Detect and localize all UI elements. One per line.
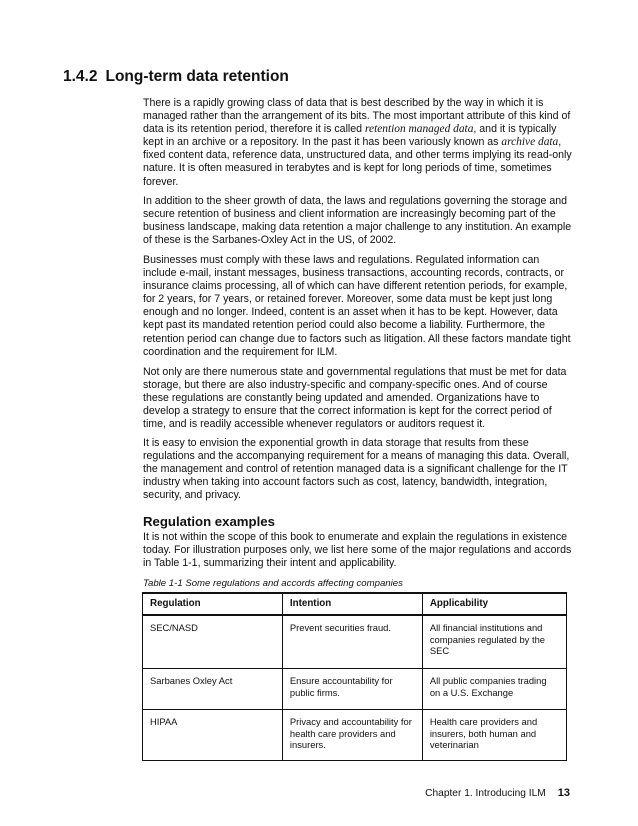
- cell-applicability: All public companies trading on a U.S. Exchange: [422, 669, 566, 710]
- cell-regulation: Sarbanes Oxley Act: [143, 669, 283, 710]
- header-applicability: Applicability: [422, 593, 566, 615]
- subsection-intro-text: It is not within the scope of this book to enumerate and explain the regulations in existence today. For illustration purposes only, we list here some of the major regulations and accords in Table 1-1, summarizing their intent and applicability.: [143, 531, 572, 570]
- section-title: Long-term data retention: [105, 68, 289, 85]
- p1-text-b: , and it is typically kept in an archive or a repository. In the past it has been variously known as: [143, 123, 557, 149]
- term-archive-data: archive data: [501, 136, 559, 149]
- table-row: [143, 710, 567, 761]
- regulations-table: [142, 592, 567, 761]
- table-caption: Table 1-1 Some regulations and accords affecting companies: [143, 578, 403, 589]
- paragraph-5-text: It is easy to envision the exponential growth in data storage that results from these regulations and the accompanying requirement for a means of managing this data. Overall, the management and control of retention managed data is a significant challenge for the IT industry when taking into account factors such as cost, latency, bandwidth, integration, security, and privacy.: [143, 437, 570, 502]
- cell-intention: Privacy and accountability for health care providers and insurers.: [282, 710, 422, 761]
- cell-regulation: HIPAA: [143, 710, 283, 761]
- paragraph-4: [143, 366, 573, 431]
- table-row: [143, 669, 567, 710]
- paragraph-4-text: Not only are there numerous state and governmental regulations that must be met for data storage, but there are also industry-specific and company-specific ones. And of course these regulations are constantly being updated and amended. Organizations have to develop a strategy to ensure that the correct information is kept for the correct period of time, and is readily accessible whenever regulators or auditors request it.: [143, 366, 567, 431]
- footer-chapter: Chapter 1. Introducing ILM: [425, 788, 546, 799]
- subsection-title: Regulation examples: [143, 514, 275, 529]
- subsection-intro: [143, 531, 573, 570]
- paragraph-2: [143, 195, 573, 247]
- paragraph-1: [143, 97, 573, 189]
- table-row: [143, 615, 567, 669]
- cell-intention: Prevent securities fraud.: [282, 615, 422, 669]
- cell-applicability: Health care providers and insurers, both human and veterinarian: [422, 710, 566, 761]
- page-footer: [425, 787, 570, 799]
- header-regulation: Regulation: [143, 593, 283, 615]
- paragraph-5: [143, 437, 573, 502]
- p1-text-c: , fixed content data, reference data, unstructured data, and other terms implying its read-only nature. It is often measured in terabytes and is kept for long periods of time, sometimes forever.: [143, 136, 572, 188]
- term-retention-managed-data: retention managed data: [365, 123, 474, 136]
- page-number: 13: [557, 787, 570, 799]
- table-header-row: [143, 593, 567, 615]
- paragraph-3-text: Businesses must comply with these laws and regulations. Regulated information can include e-mail, instant messages, business transactions, accounting records, contracts, or insurance claims processing, all of which can have different retention periods, for example, for 2 years, for 7 years, or retained forever. Moreover, some data must be kept just long enough and no longer. Indeed, content is an asset when it has to be kept. However, data kept past its mandated retention period could also become a liability. Furthermore, the retention period can change due to factors such as litigation. All these factors mandate tight coordination and the requirement for ILM.: [143, 254, 571, 358]
- paragraph-2-text: In addition to the sheer growth of data, the laws and regulations governing the storage and secure retention of business and client information are increasingly becoming part of the business landscape, making data retention a major challenge to any institution. An example of these is the Sarbanes-Oxley Act in the US, of 2002.: [143, 195, 572, 247]
- p1-text-a: There is a rapidly growing class of data that is best described by the way in which it is managed rather than the arrangement of its bits. The most important attribute of this kind of data is its retention period, therefore it is called: [143, 97, 571, 136]
- paragraph-3: [143, 254, 573, 359]
- cell-applicability: All financial institutions and companies regulated by the SEC: [422, 615, 566, 669]
- cell-intention: Ensure accountability for public firms.: [282, 669, 422, 710]
- section-number: 1.4.2: [63, 68, 98, 85]
- section-heading: [63, 68, 289, 86]
- cell-regulation: SEC/NASD: [143, 615, 283, 669]
- header-intention: Intention: [282, 593, 422, 615]
